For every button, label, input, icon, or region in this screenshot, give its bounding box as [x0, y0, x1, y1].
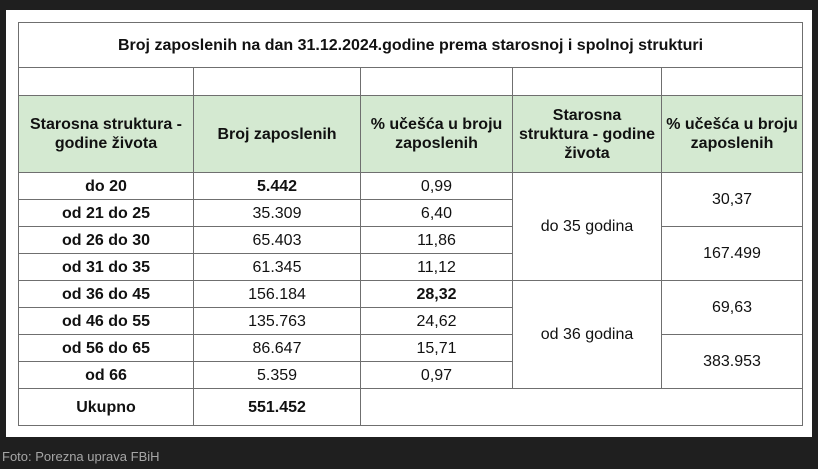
blank-cell [194, 68, 361, 96]
table-row [19, 281, 803, 308]
group-pct-young: 30,37 [662, 173, 803, 227]
count-cell: 135.763 [194, 308, 361, 335]
header-employee-count: Broj zaposlenih [194, 96, 361, 173]
blank-cell [361, 68, 513, 96]
group-count-older: 383.953 [662, 335, 803, 389]
pct-cell: 28,32 [361, 281, 513, 308]
table-frame [6, 10, 812, 437]
blank-cell [662, 68, 803, 96]
age-cell: od 26 do 30 [19, 227, 194, 254]
table-row [19, 173, 803, 200]
header-share-percent: % učešća u broju zaposlenih [361, 96, 513, 173]
pct-cell: 24,62 [361, 308, 513, 335]
pct-cell: 15,71 [361, 335, 513, 362]
pct-cell: 0,99 [361, 173, 513, 200]
total-row [19, 389, 803, 426]
group-label-older: od 36 godina [513, 281, 662, 389]
employment-table [18, 22, 803, 426]
age-cell: od 46 do 55 [19, 308, 194, 335]
age-cell: od 66 [19, 362, 194, 389]
header-group-share-percent: % učešća u broju zaposlenih [662, 96, 803, 173]
table-title: Broj zaposlenih na dan 31.12.2024.godine prema starosnoj i spolnoj strukturi [19, 23, 803, 68]
count-cell: 61.345 [194, 254, 361, 281]
group-count-young: 167.499 [662, 227, 803, 281]
blank-cell [513, 68, 662, 96]
blank-row [19, 68, 803, 96]
total-empty-cell [361, 389, 803, 426]
table-row [19, 227, 803, 254]
header-age-structure: Starosna struktura - godine života [19, 96, 194, 173]
count-cell: 86.647 [194, 335, 361, 362]
age-cell: od 36 do 45 [19, 281, 194, 308]
header-row [19, 96, 803, 173]
total-label: Ukupno [19, 389, 194, 426]
age-cell: od 21 do 25 [19, 200, 194, 227]
photo-caption: Foto: Porezna uprava FBiH [2, 449, 160, 464]
group-pct-older: 69,63 [662, 281, 803, 335]
count-cell: 65.403 [194, 227, 361, 254]
pct-cell: 11,86 [361, 227, 513, 254]
count-cell: 5.442 [194, 173, 361, 200]
header-age-group: Starosna struktura - godine života [513, 96, 662, 173]
age-cell: od 31 do 35 [19, 254, 194, 281]
age-cell: do 20 [19, 173, 194, 200]
table-row [19, 335, 803, 362]
pct-cell: 0,97 [361, 362, 513, 389]
total-count: 551.452 [194, 389, 361, 426]
age-cell: od 56 do 65 [19, 335, 194, 362]
pct-cell: 6,40 [361, 200, 513, 227]
blank-cell [19, 68, 194, 96]
group-label-young: do 35 godina [513, 173, 662, 281]
pct-cell: 11,12 [361, 254, 513, 281]
count-cell: 156.184 [194, 281, 361, 308]
count-cell: 35.309 [194, 200, 361, 227]
count-cell: 5.359 [194, 362, 361, 389]
